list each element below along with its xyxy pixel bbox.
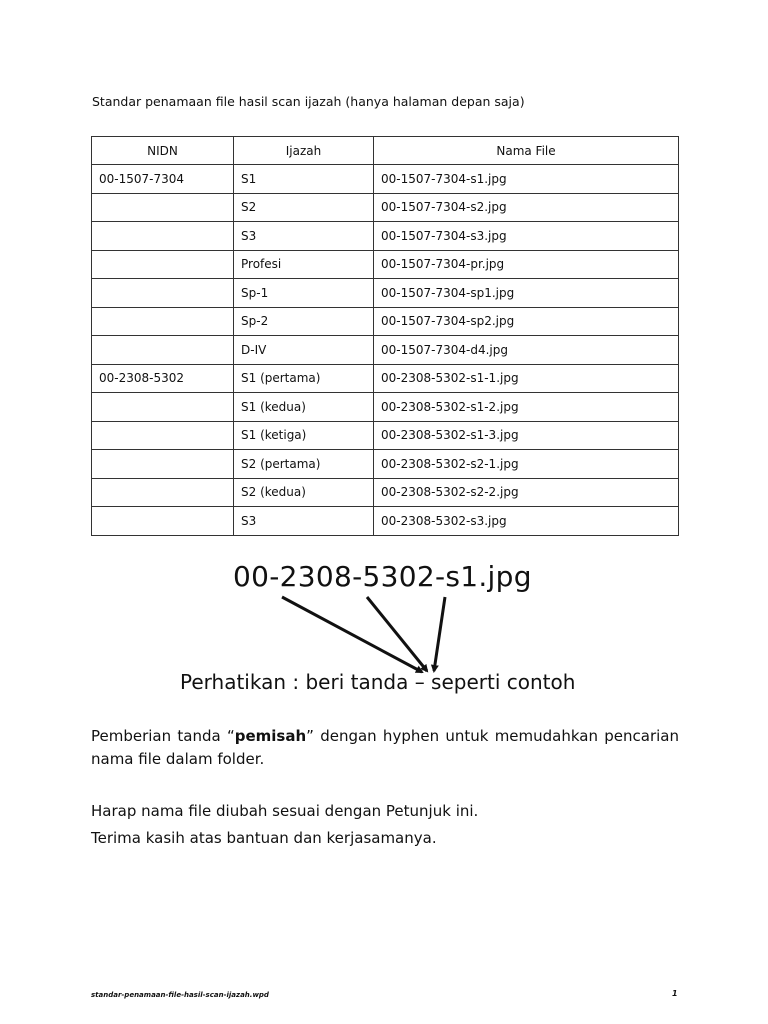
cell-nama-file: 00-1507-7304-pr.jpg	[374, 250, 679, 279]
column-header-nidn: NIDN	[92, 137, 234, 165]
cell-nama-file: 00-1507-7304-s1.jpg	[374, 165, 679, 194]
cell-nama-file: 00-1507-7304-d4.jpg	[374, 336, 679, 365]
cell-nama-file: 00-2308-5302-s3.jpg	[374, 507, 679, 536]
cell-ijazah: S1 (pertama)	[234, 364, 374, 393]
document-title: Standar penamaan file hasil scan ijazah (hanya halaman depan saja)	[92, 94, 525, 109]
cell-ijazah: S3	[234, 222, 374, 251]
cell-ijazah: S1 (ketiga)	[234, 421, 374, 450]
cell-ijazah: Sp-1	[234, 279, 374, 308]
cell-nama-file: 00-1507-7304-s2.jpg	[374, 193, 679, 222]
paragraph-text-start: Pemberian tanda “	[91, 727, 235, 745]
cell-ijazah: S2 (kedua)	[234, 478, 374, 507]
cell-ijazah: Profesi	[234, 250, 374, 279]
column-header-ijazah: Ijazah	[234, 137, 374, 165]
cell-nama-file: 00-2308-5302-s2-1.jpg	[374, 450, 679, 479]
cell-ijazah: S1 (kedua)	[234, 393, 374, 422]
cell-ijazah: S1	[234, 165, 374, 194]
column-header-nama-file: Nama File	[374, 137, 679, 165]
paragraph-separator-explanation	[91, 725, 679, 771]
paragraph-instruction: Harap nama file diubah sesuai dengan Petunjuk ini.	[91, 802, 479, 820]
cell-nama-file: 00-2308-5302-s1-1.jpg	[374, 364, 679, 393]
cell-nama-file: 00-1507-7304-sp1.jpg	[374, 279, 679, 308]
cell-ijazah: Sp-2	[234, 307, 374, 336]
cell-nama-file: 00-2308-5302-s1-2.jpg	[374, 393, 679, 422]
paragraph-thanks: Terima kasih atas bantuan dan kerjasamanya.	[91, 829, 437, 847]
paragraph-text-end: ” dengan hyphen untuk memudahkan pencarian nama file dalam folder.	[91, 727, 679, 768]
cell-ijazah: S2 (pertama)	[234, 450, 374, 479]
example-filename: 00-2308-5302-s1.jpg	[233, 560, 532, 593]
arrow-first-hyphen	[282, 597, 422, 672]
cell-ijazah: D-IV	[234, 336, 374, 365]
page-number: 1	[672, 989, 678, 998]
cell-ijazah: S2	[234, 193, 374, 222]
cell-ijazah: S3	[234, 507, 374, 536]
bold-word-pemisah: pemisah	[234, 727, 307, 745]
cell-nidn: 00-2308-5302	[92, 364, 234, 393]
arrow-third-hyphen	[434, 597, 445, 671]
cell-nama-file: 00-1507-7304-s3.jpg	[374, 222, 679, 251]
cell-nama-file: 00-1507-7304-sp2.jpg	[374, 307, 679, 336]
cell-nidn: 00-1507-7304	[92, 165, 234, 194]
cell-nama-file: 00-2308-5302-s2-2.jpg	[374, 478, 679, 507]
footer-filename: standar-penamaan-file-hasil-scan-ijazah.wpd	[91, 991, 269, 999]
example-note: Perhatikan : beri tanda – seperti contoh	[180, 670, 576, 694]
cell-nama-file: 00-2308-5302-s1-3.jpg	[374, 421, 679, 450]
